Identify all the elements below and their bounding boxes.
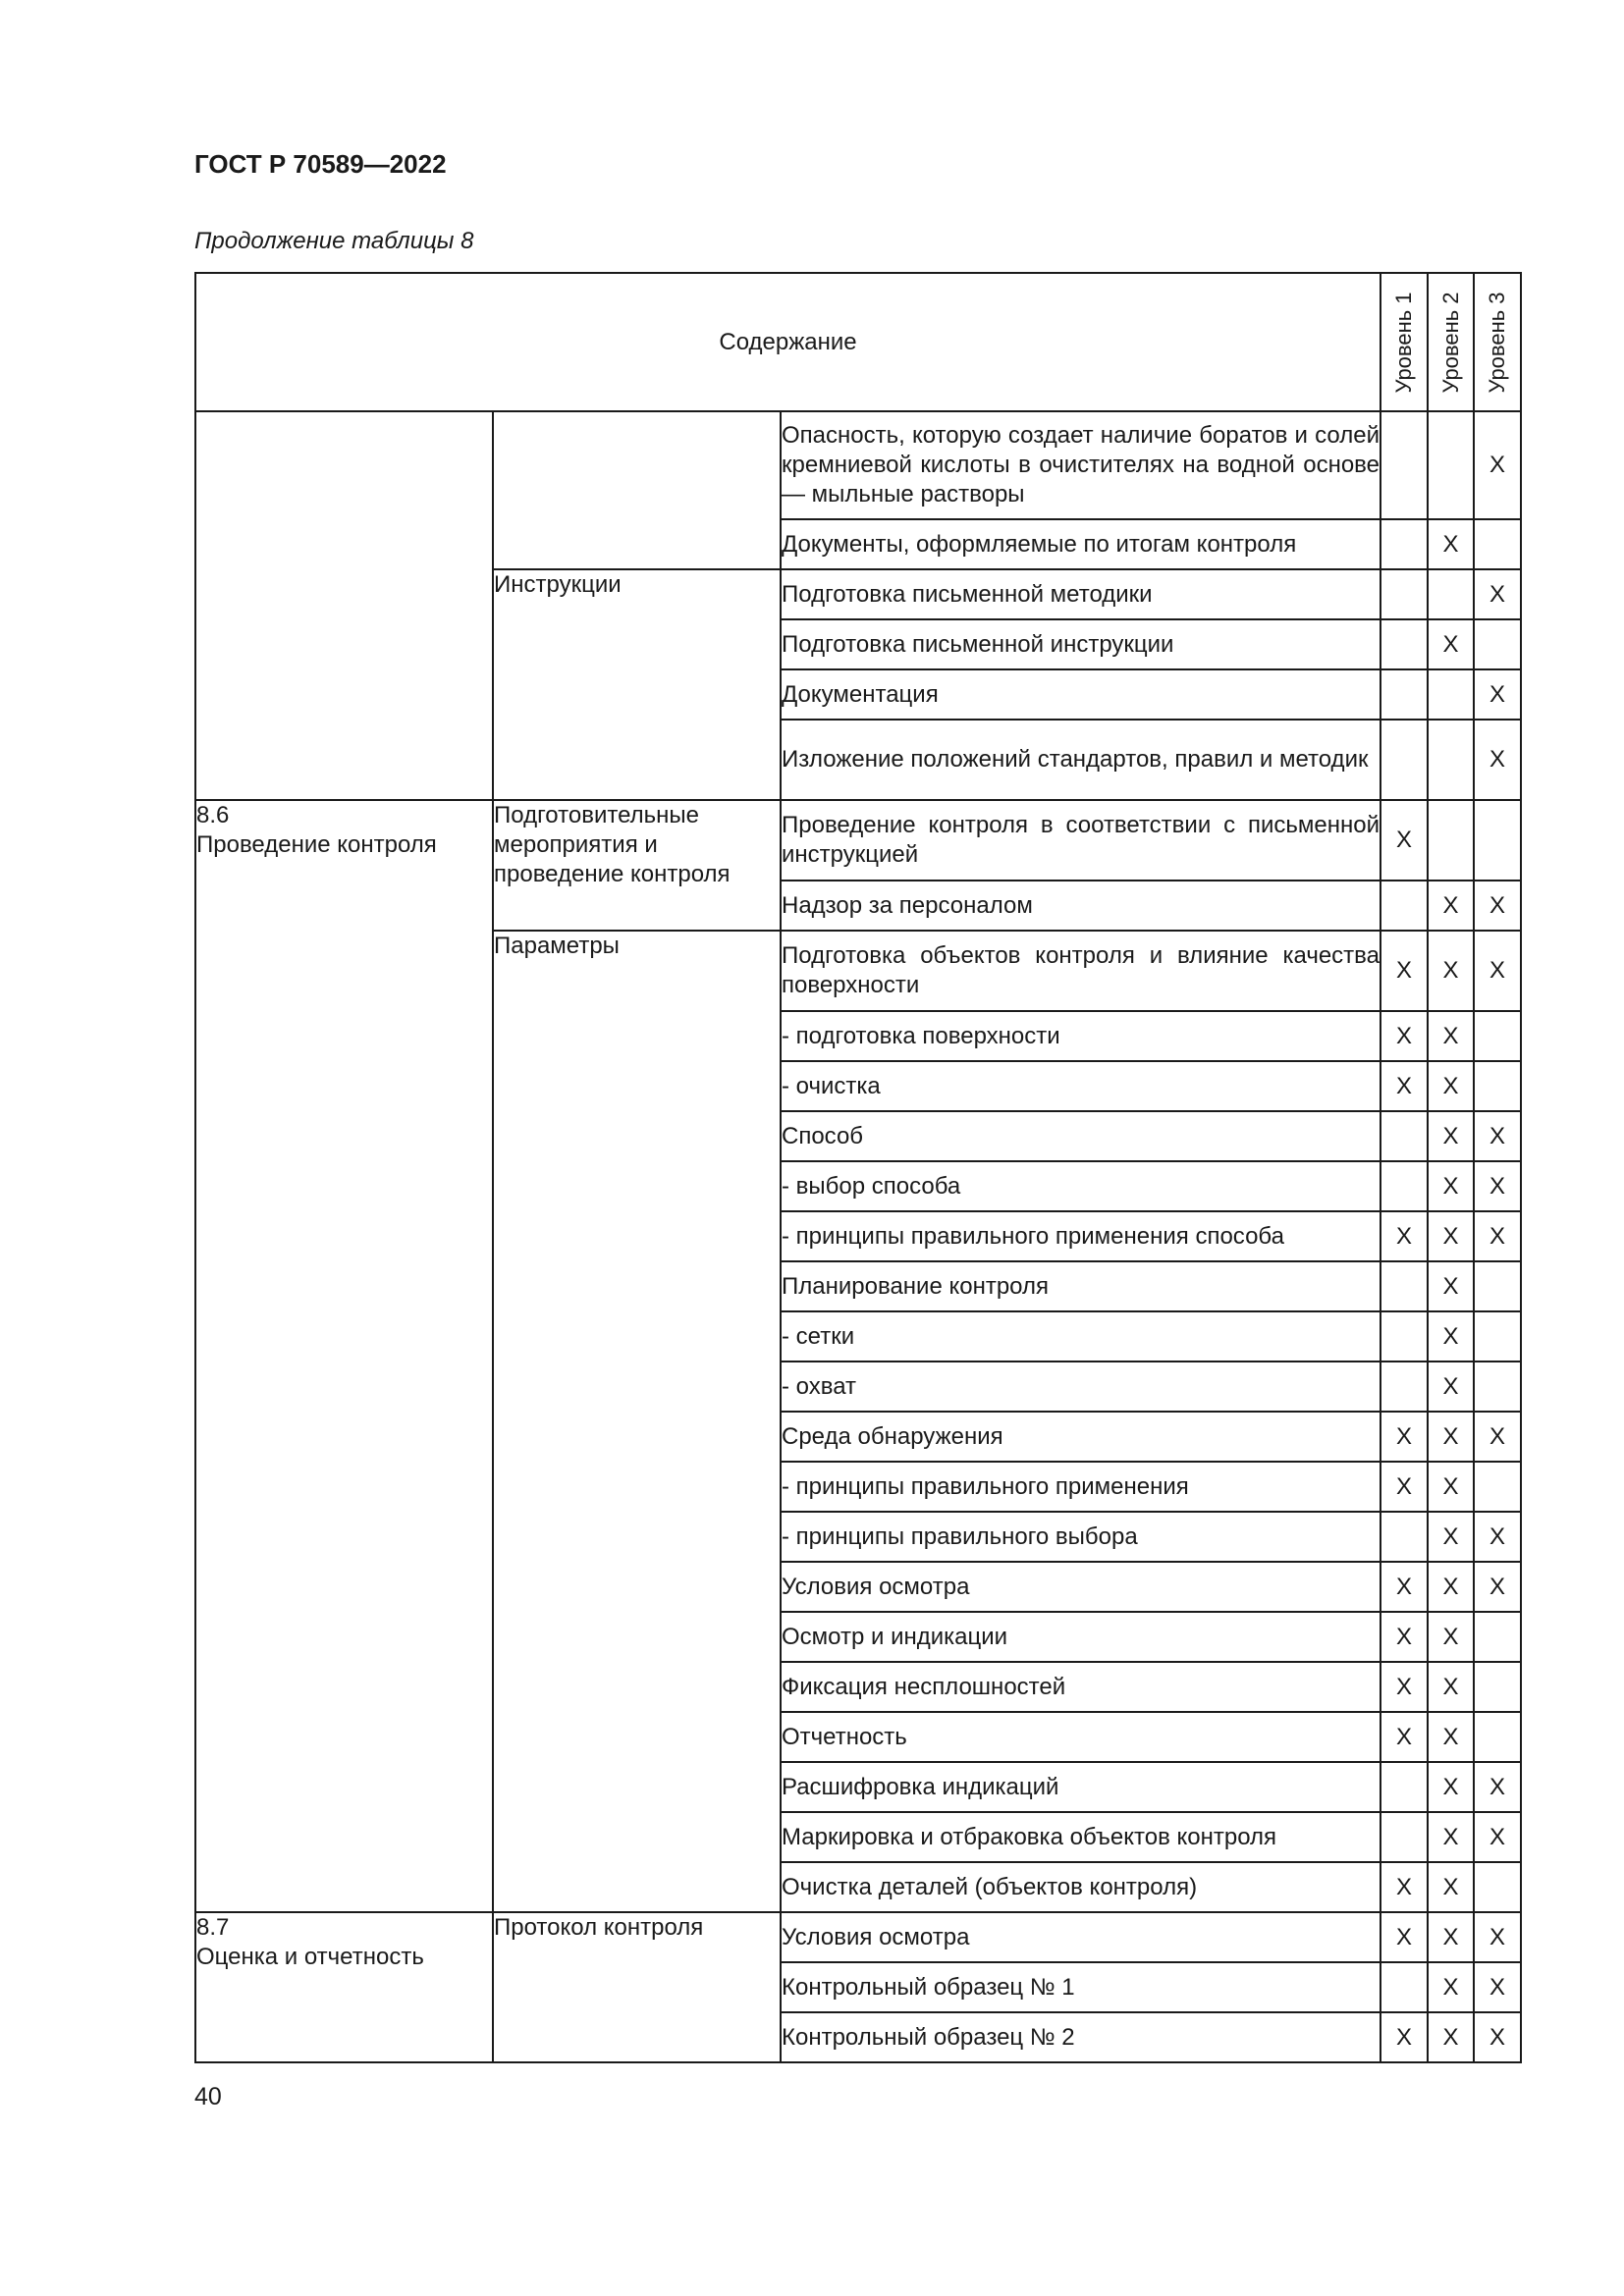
level-2-mark: Х bbox=[1428, 1111, 1474, 1161]
level-3-mark: Х bbox=[1474, 1512, 1521, 1562]
level-2-mark: Х bbox=[1428, 1512, 1474, 1562]
level-1-mark bbox=[1380, 1111, 1428, 1161]
level-3-mark bbox=[1474, 1011, 1521, 1061]
level-3-mark bbox=[1474, 1662, 1521, 1712]
item-cell: Подготовка объектов контроля и влияние качества поверхности bbox=[781, 931, 1380, 1011]
level-2-mark: Х bbox=[1428, 1311, 1474, 1362]
level-2-mark bbox=[1428, 411, 1474, 519]
level-2-mark: Х bbox=[1428, 1161, 1474, 1211]
level-1-mark bbox=[1380, 1261, 1428, 1311]
level-1-mark bbox=[1380, 1812, 1428, 1862]
page-number: 40 bbox=[194, 2083, 222, 2110]
level-3-mark: Х bbox=[1474, 1562, 1521, 1612]
item-cell: Осмотр и индикации bbox=[781, 1612, 1380, 1662]
level-1-mark bbox=[1380, 519, 1428, 569]
item-cell: Документы, оформляемые по итогам контроля bbox=[781, 519, 1380, 569]
document-title: ГОСТ Р 70589—2022 bbox=[194, 149, 447, 179]
level-1-mark: Х bbox=[1380, 1562, 1428, 1612]
level-2-mark bbox=[1428, 720, 1474, 800]
level-3-mark bbox=[1474, 619, 1521, 669]
level-3-mark bbox=[1474, 1612, 1521, 1662]
level-3-mark bbox=[1474, 1061, 1521, 1111]
level-1-mark: Х bbox=[1380, 1912, 1428, 1962]
requirements-table bbox=[194, 272, 1522, 2063]
level-3-mark: Х bbox=[1474, 1962, 1521, 2012]
item-cell: - очистка bbox=[781, 1061, 1380, 1111]
table-row bbox=[195, 1912, 1521, 1962]
level-2-mark: Х bbox=[1428, 1912, 1474, 1962]
level-2-mark: Х bbox=[1428, 1362, 1474, 1412]
level-1-mark: Х bbox=[1380, 931, 1428, 1011]
item-cell: Способ bbox=[781, 1111, 1380, 1161]
topic-cell: Параметры bbox=[493, 931, 781, 1912]
level-2-mark: Х bbox=[1428, 1261, 1474, 1311]
level-2-mark: Х bbox=[1428, 1612, 1474, 1662]
level-1-mark: Х bbox=[1380, 2012, 1428, 2062]
level-2-mark: Х bbox=[1428, 1011, 1474, 1061]
level-1-mark bbox=[1380, 669, 1428, 720]
item-cell: - принципы правильного применения способа bbox=[781, 1211, 1380, 1261]
level-2-mark: Х bbox=[1428, 1412, 1474, 1462]
level-3-mark bbox=[1474, 1362, 1521, 1412]
header-level-2 bbox=[1428, 273, 1474, 411]
item-cell: Контрольный образец № 1 bbox=[781, 1962, 1380, 2012]
header-level-3-label: Уровень 3 bbox=[1485, 291, 1509, 394]
section-title: Проведение контроля bbox=[196, 831, 437, 858]
item-cell: Проведение контроля в соответствии с письменной инструкцией bbox=[781, 800, 1380, 881]
section-cell bbox=[195, 1912, 493, 2062]
level-3-mark: Х bbox=[1474, 1762, 1521, 1812]
level-2-mark: Х bbox=[1428, 519, 1474, 569]
table-row bbox=[195, 800, 1521, 881]
level-2-mark: Х bbox=[1428, 1562, 1474, 1612]
level-1-mark bbox=[1380, 1362, 1428, 1412]
level-1-mark: Х bbox=[1380, 1412, 1428, 1462]
topic-cell: Протокол контроля bbox=[493, 1912, 781, 2062]
topic-cell bbox=[493, 411, 781, 569]
level-3-mark: Х bbox=[1474, 1812, 1521, 1862]
item-cell: - сетки bbox=[781, 1311, 1380, 1362]
level-2-mark: Х bbox=[1428, 2012, 1474, 2062]
level-3-mark bbox=[1474, 1862, 1521, 1912]
level-2-mark: Х bbox=[1428, 1462, 1474, 1512]
level-1-mark bbox=[1380, 1962, 1428, 2012]
item-cell: Планирование контроля bbox=[781, 1261, 1380, 1311]
item-cell: Подготовка письменной инструкции bbox=[781, 619, 1380, 669]
item-cell: Контрольный образец № 2 bbox=[781, 2012, 1380, 2062]
level-3-mark: Х bbox=[1474, 569, 1521, 619]
level-3-mark: Х bbox=[1474, 1161, 1521, 1211]
table-header-row bbox=[195, 273, 1521, 411]
header-level-1 bbox=[1380, 273, 1428, 411]
level-3-mark: Х bbox=[1474, 669, 1521, 720]
item-cell: Расшифровка индикаций bbox=[781, 1762, 1380, 1812]
level-1-mark: Х bbox=[1380, 1061, 1428, 1111]
item-cell: - охват bbox=[781, 1362, 1380, 1412]
level-3-mark bbox=[1474, 1462, 1521, 1512]
level-1-mark: Х bbox=[1380, 1462, 1428, 1512]
level-2-mark: Х bbox=[1428, 1712, 1474, 1762]
section-title: Оценка и отчетность bbox=[196, 1944, 424, 1970]
level-2-mark: Х bbox=[1428, 1061, 1474, 1111]
section-number: 8.6 bbox=[196, 802, 230, 828]
item-cell: Надзор за персоналом bbox=[781, 881, 1380, 931]
item-cell: Условия осмотра bbox=[781, 1912, 1380, 1962]
table-row bbox=[195, 411, 1521, 519]
level-2-mark: Х bbox=[1428, 1812, 1474, 1862]
level-1-mark: Х bbox=[1380, 1211, 1428, 1261]
level-2-mark: Х bbox=[1428, 619, 1474, 669]
level-2-mark: Х bbox=[1428, 1762, 1474, 1812]
header-content: Содержание bbox=[195, 273, 1380, 411]
level-1-mark bbox=[1380, 569, 1428, 619]
item-cell: Фиксация несплошностей bbox=[781, 1662, 1380, 1712]
topic-cell: Подготовительные мероприятия и проведение контроля bbox=[493, 800, 781, 931]
level-1-mark bbox=[1380, 720, 1428, 800]
level-3-mark: Х bbox=[1474, 2012, 1521, 2062]
level-1-mark: Х bbox=[1380, 800, 1428, 881]
level-2-mark: Х bbox=[1428, 1862, 1474, 1912]
level-3-mark: Х bbox=[1474, 1211, 1521, 1261]
level-1-mark bbox=[1380, 1512, 1428, 1562]
level-3-mark bbox=[1474, 800, 1521, 881]
item-cell: Изложение положений стандартов, правил и методик bbox=[781, 720, 1380, 800]
level-1-mark bbox=[1380, 411, 1428, 519]
level-2-mark: Х bbox=[1428, 881, 1474, 931]
level-3-mark bbox=[1474, 1311, 1521, 1362]
section-number: 8.7 bbox=[196, 1914, 230, 1941]
level-1-mark bbox=[1380, 881, 1428, 931]
level-3-mark: Х bbox=[1474, 931, 1521, 1011]
level-2-mark: Х bbox=[1428, 1962, 1474, 2012]
item-cell: Документация bbox=[781, 669, 1380, 720]
level-2-mark: Х bbox=[1428, 1662, 1474, 1712]
level-1-mark bbox=[1380, 619, 1428, 669]
item-cell: - принципы правильного применения bbox=[781, 1462, 1380, 1512]
level-1-mark: Х bbox=[1380, 1011, 1428, 1061]
level-3-mark: Х bbox=[1474, 720, 1521, 800]
item-cell: - выбор способа bbox=[781, 1161, 1380, 1211]
level-3-mark bbox=[1474, 1712, 1521, 1762]
level-3-mark bbox=[1474, 1261, 1521, 1311]
level-2-mark bbox=[1428, 569, 1474, 619]
header-level-2-label: Уровень 2 bbox=[1437, 291, 1463, 394]
topic-cell: Инструкции bbox=[493, 569, 781, 800]
item-cell: Подготовка письменной методики bbox=[781, 569, 1380, 619]
level-3-mark: Х bbox=[1474, 881, 1521, 931]
section-cell bbox=[195, 800, 493, 1912]
item-cell: Среда обнаружения bbox=[781, 1412, 1380, 1462]
level-3-mark bbox=[1474, 519, 1521, 569]
level-1-mark: Х bbox=[1380, 1712, 1428, 1762]
level-3-mark: Х bbox=[1474, 1111, 1521, 1161]
section-cell bbox=[195, 411, 493, 800]
level-3-mark: Х bbox=[1474, 411, 1521, 519]
item-cell: Опасность, которую создает наличие боратов и солей кремниевой кислоты в очистителях на водной основе — мыльные растворы bbox=[781, 411, 1380, 519]
item-cell: - принципы правильного выбора bbox=[781, 1512, 1380, 1562]
item-cell: Отчетность bbox=[781, 1712, 1380, 1762]
header-level-1-label: Уровень 1 bbox=[1391, 291, 1416, 394]
item-cell: Условия осмотра bbox=[781, 1562, 1380, 1612]
item-cell: Очистка деталей (объектов контроля) bbox=[781, 1862, 1380, 1912]
table-caption: Продолжение таблицы 8 bbox=[194, 228, 474, 254]
level-2-mark: Х bbox=[1428, 1211, 1474, 1261]
level-3-mark: Х bbox=[1474, 1912, 1521, 1962]
item-cell: Маркировка и отбраковка объектов контроля bbox=[781, 1812, 1380, 1862]
level-1-mark: Х bbox=[1380, 1662, 1428, 1712]
item-cell: - подготовка поверхности bbox=[781, 1011, 1380, 1061]
level-3-mark: Х bbox=[1474, 1412, 1521, 1462]
level-1-mark bbox=[1380, 1762, 1428, 1812]
level-1-mark bbox=[1380, 1161, 1428, 1211]
level-1-mark: Х bbox=[1380, 1862, 1428, 1912]
level-2-mark bbox=[1428, 800, 1474, 881]
level-2-mark bbox=[1428, 669, 1474, 720]
level-1-mark: Х bbox=[1380, 1612, 1428, 1662]
level-1-mark bbox=[1380, 1311, 1428, 1362]
header-level-3 bbox=[1474, 273, 1521, 411]
level-2-mark: Х bbox=[1428, 931, 1474, 1011]
